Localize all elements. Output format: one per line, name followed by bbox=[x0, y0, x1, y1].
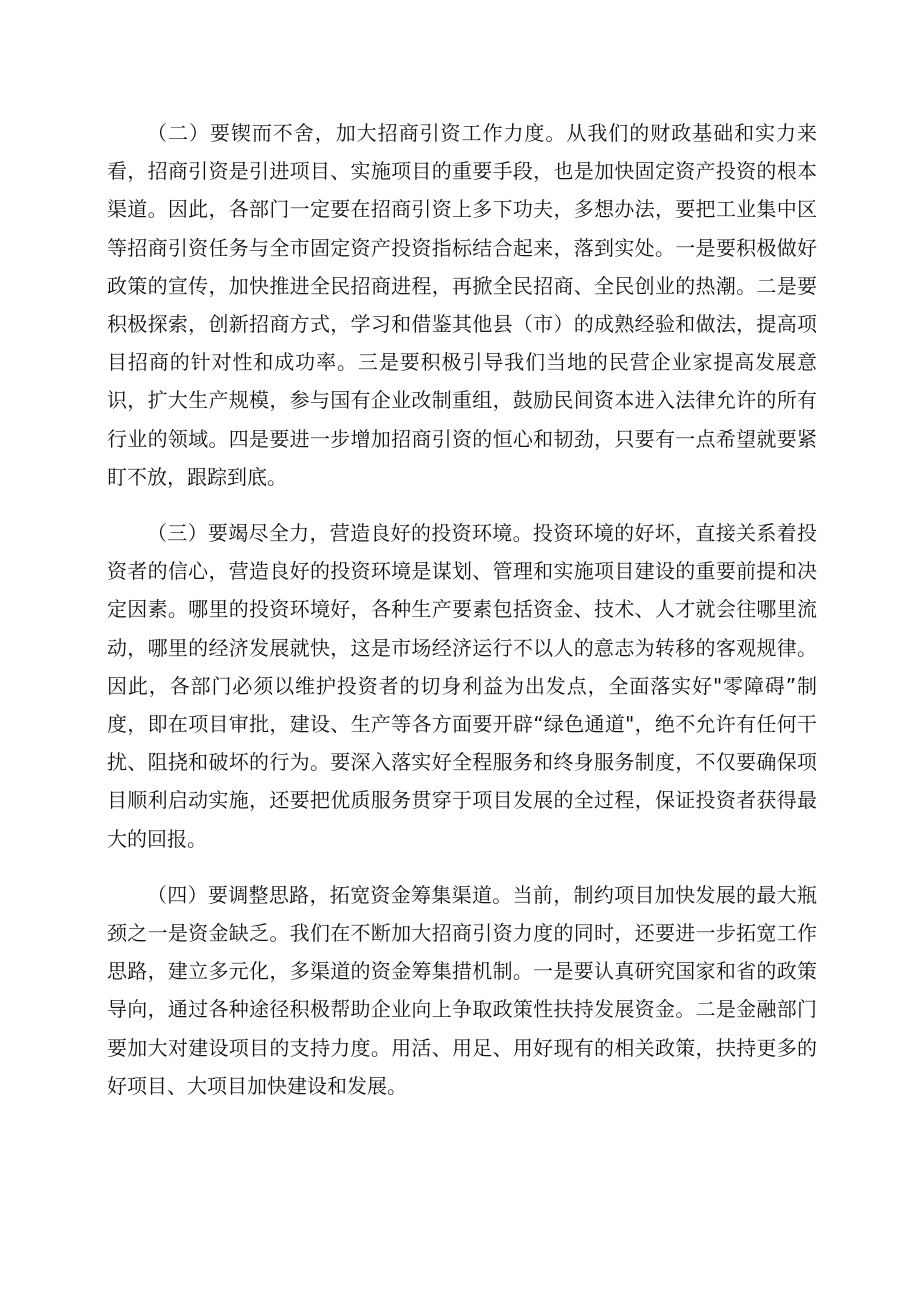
paragraph-investment-environment: （三）要竭尽全力，营造良好的投资环境。投资环境的好坏，直接关系着投资者的信心，营造良好的投资环境是谋划、管理和实施项目建设的重要前提和决定因素。哪里的投资环境好，各种生产要素包括资金、技术、人才就会往哪里流动，哪里的经济发展就快，这是市场经济运行不以人的意志为转移的客观规律。因此，各部门必须以维护投资者的切身利益为出发点，全面落实好"零障碍”制度，即在项目审批，建设、生产等各方面要开辟“绿色通道"，绝不允许有任何干扰、阻挠和破坏的行为。要深入落实好全程服务和终身服务制度，不仅要确保项目顺利启动实施，还要把优质服务贯穿于项目发展的全过程，保证投资者获得最大的回报。 bbox=[107, 521, 817, 851]
document-body bbox=[107, 114, 817, 1105]
paragraph-attract-investment: （二）要锲而不舍，加大招商引资工作力度。从我们的财政基础和实力来看，招商引资是引进项目、实施项目的重要手段，也是加快固定资产投资的根本渠道。因此，各部门一定要在招商引资上多下功夫，多想办法，要把工业集中区等招商引资任务与全市固定资产投资指标结合起来，落到实处。一是要积极做好政策的宣传，加快推进全民招商进程，再掀全民招商、全民创业的热潮。二是要积极探索，创新招商方式，学习和借鉴其他县（市）的成熟经验和做法，提高项目招商的针对性和成功率。三是要积极引导我们当地的民营企业家提高发展意识，扩大生产规模，参与国有企业改制重组，鼓励民间资本进入法律允许的所有行业的领域。四是要进一步增加招商引资的恒心和韧劲，只要有一点希望就要紧盯不放，跟踪到底。 bbox=[107, 121, 817, 489]
paragraph-funding-channels: （四）要调整思路，拓宽资金筹集渠道。当前，制约项目加快发展的最大瓶颈之一是资金缺乏。我们在不断加大招商引资力度的同时，还要进一步拓宽工作思路，建立多元化，多渠道的资金筹集措机制。一是要认真研究国家和省的政策导向，通过各种途径积极帮助企业向上争取政策性扶持发展资金。二是金融部门要加大对建设项目的支持力度。用活、用足、用好现有的相关政策，扶持更多的好项目、大项目加快建设和发展。 bbox=[107, 882, 817, 1098]
